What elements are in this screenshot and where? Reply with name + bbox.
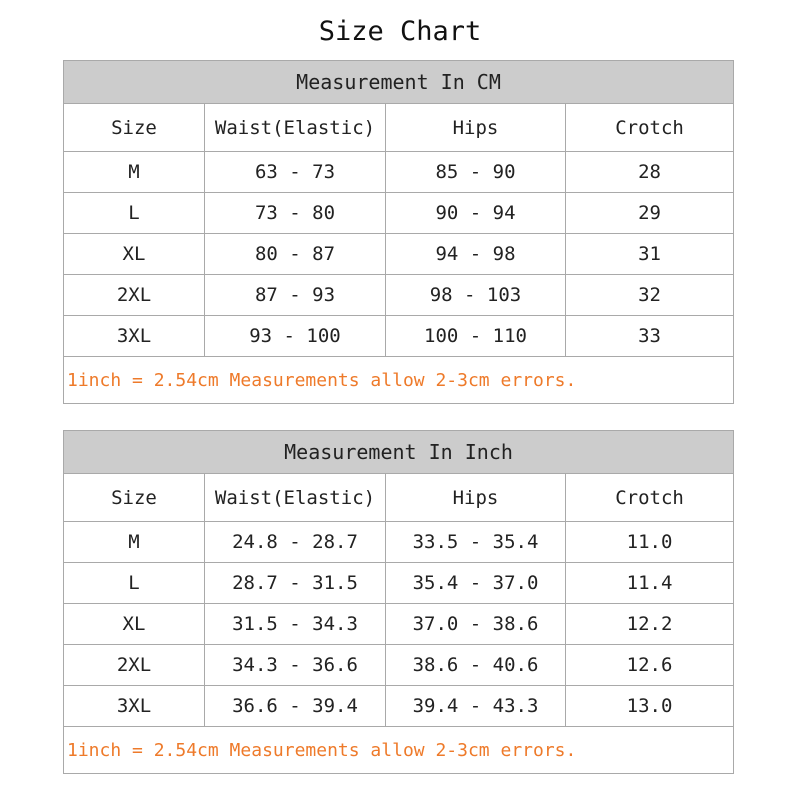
hips-cell: 35.4 - 37.0 bbox=[386, 563, 566, 604]
table-row bbox=[64, 604, 734, 645]
note-row bbox=[64, 727, 734, 774]
hips-cell: 37.0 - 38.6 bbox=[386, 604, 566, 645]
table-row bbox=[64, 522, 734, 563]
measurement-note: 1inch = 2.54cm Measurements allow 2-3cm errors. bbox=[64, 357, 734, 404]
crotch-cell: 11.0 bbox=[566, 522, 734, 563]
size-cell: 3XL bbox=[64, 686, 205, 727]
hips-cell: 33.5 - 35.4 bbox=[386, 522, 566, 563]
hips-cell: 100 - 110 bbox=[386, 316, 566, 357]
crotch-cell: 29 bbox=[566, 193, 734, 234]
hips-cell: 94 - 98 bbox=[386, 234, 566, 275]
waist-cell: 80 - 87 bbox=[205, 234, 386, 275]
table-row bbox=[64, 193, 734, 234]
size-cell: XL bbox=[64, 234, 205, 275]
size-cell: L bbox=[64, 563, 205, 604]
crotch-cell: 32 bbox=[566, 275, 734, 316]
size-cell: 2XL bbox=[64, 275, 205, 316]
waist-cell: 31.5 - 34.3 bbox=[205, 604, 386, 645]
crotch-cell: 12.6 bbox=[566, 645, 734, 686]
column-header: Hips bbox=[386, 104, 566, 152]
column-header: Crotch bbox=[566, 104, 734, 152]
table-heading-row bbox=[64, 61, 734, 104]
cm-size-table bbox=[63, 60, 734, 404]
table-row bbox=[64, 152, 734, 193]
table-row bbox=[64, 686, 734, 727]
hips-cell: 98 - 103 bbox=[386, 275, 566, 316]
size-cell: M bbox=[64, 152, 205, 193]
waist-cell: 87 - 93 bbox=[205, 275, 386, 316]
crotch-cell: 28 bbox=[566, 152, 734, 193]
column-header: Size bbox=[64, 104, 205, 152]
waist-cell: 36.6 - 39.4 bbox=[205, 686, 386, 727]
crotch-cell: 12.2 bbox=[566, 604, 734, 645]
waist-cell: 73 - 80 bbox=[205, 193, 386, 234]
table-row bbox=[64, 316, 734, 357]
hips-cell: 38.6 - 40.6 bbox=[386, 645, 566, 686]
crotch-cell: 33 bbox=[566, 316, 734, 357]
column-header: Crotch bbox=[566, 474, 734, 522]
size-cell: M bbox=[64, 522, 205, 563]
table-heading: Measurement In Inch bbox=[64, 431, 734, 474]
table-row bbox=[64, 645, 734, 686]
size-cell: 3XL bbox=[64, 316, 205, 357]
column-header-row bbox=[64, 474, 734, 522]
hips-cell: 85 - 90 bbox=[386, 152, 566, 193]
note-row bbox=[64, 357, 734, 404]
waist-cell: 24.8 - 28.7 bbox=[205, 522, 386, 563]
waist-cell: 63 - 73 bbox=[205, 152, 386, 193]
size-cell: 2XL bbox=[64, 645, 205, 686]
column-header-row bbox=[64, 104, 734, 152]
waist-cell: 93 - 100 bbox=[205, 316, 386, 357]
table-row bbox=[64, 563, 734, 604]
hips-cell: 90 - 94 bbox=[386, 193, 566, 234]
waist-cell: 28.7 - 31.5 bbox=[205, 563, 386, 604]
table-row bbox=[64, 234, 734, 275]
column-header: Waist(Elastic) bbox=[205, 474, 386, 522]
size-cell: XL bbox=[64, 604, 205, 645]
page-title: Size Chart bbox=[318, 16, 482, 47]
column-header: Size bbox=[64, 474, 205, 522]
table-heading: Measurement In CM bbox=[64, 61, 734, 104]
size-cell: L bbox=[64, 193, 205, 234]
table-heading-row bbox=[64, 431, 734, 474]
inch-size-table bbox=[63, 430, 734, 774]
crotch-cell: 11.4 bbox=[566, 563, 734, 604]
hips-cell: 39.4 - 43.3 bbox=[386, 686, 566, 727]
crotch-cell: 13.0 bbox=[566, 686, 734, 727]
crotch-cell: 31 bbox=[566, 234, 734, 275]
column-header: Waist(Elastic) bbox=[205, 104, 386, 152]
measurement-note: 1inch = 2.54cm Measurements allow 2-3cm errors. bbox=[64, 727, 734, 774]
table-row bbox=[64, 275, 734, 316]
column-header: Hips bbox=[386, 474, 566, 522]
waist-cell: 34.3 - 36.6 bbox=[205, 645, 386, 686]
